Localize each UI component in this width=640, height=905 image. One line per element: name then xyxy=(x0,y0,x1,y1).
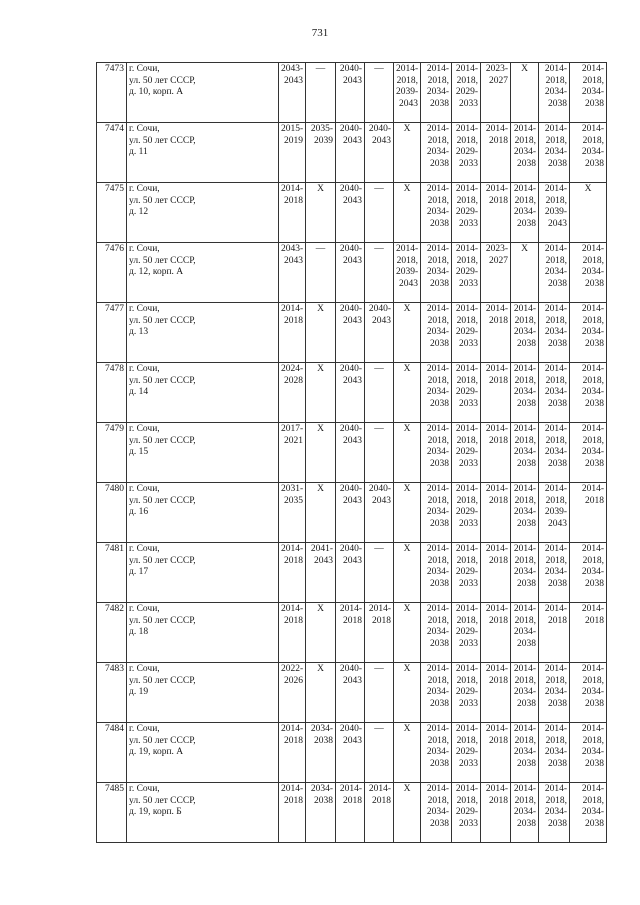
period-cell: 2014- 2018, 2029- 2033 xyxy=(452,783,481,843)
table-row xyxy=(97,483,607,543)
period-cell: 2014- 2018, 2034- 2038 xyxy=(421,243,452,303)
period-cell: 2014- 2018, 2034- 2038 xyxy=(539,663,570,723)
period-cell: 2040- 2043 xyxy=(336,423,365,483)
period-cell: 2014- 2018, 2034- 2038 xyxy=(570,423,607,483)
period-cell: Х xyxy=(394,483,421,543)
period-cell: 2022- 2026 xyxy=(279,663,306,723)
period-cell: 2014- 2018, 2034- 2038 xyxy=(539,363,570,423)
period-cell: 2014- 2018 xyxy=(481,303,511,363)
period-cell: 2014- 2018, 2029- 2033 xyxy=(452,663,481,723)
period-cell: 2014- 2018 xyxy=(279,543,306,603)
period-cell: — xyxy=(365,423,394,483)
period-cell: 2040- 2043 xyxy=(336,123,365,183)
period-cell: 2014- 2018 xyxy=(279,603,306,663)
period-cell: 2014- 2018, 2029- 2033 xyxy=(452,303,481,363)
address-cell: г. Сочи, ул. 50 лет СССР, д. 10, корп. А xyxy=(127,63,279,123)
period-cell: 2014- 2018, 2034- 2038 xyxy=(511,183,539,243)
page-number: 731 xyxy=(311,27,329,39)
period-cell: — xyxy=(365,543,394,603)
period-cell: 2014- 2018 xyxy=(481,423,511,483)
period-cell: 2014- 2018 xyxy=(365,783,394,843)
period-cell: Х xyxy=(306,183,336,243)
period-cell: 2014- 2018 xyxy=(481,183,511,243)
period-cell: Х xyxy=(306,663,336,723)
period-cell: 2014- 2018, 2034- 2038 xyxy=(570,363,607,423)
period-cell: 2014- 2018, 2039- 2043 xyxy=(539,483,570,543)
period-cell: 2014- 2018, 2034- 2038 xyxy=(539,783,570,843)
period-cell: 2034- 2038 xyxy=(306,783,336,843)
period-cell: 2017- 2021 xyxy=(279,423,306,483)
table-row xyxy=(97,783,607,843)
row-number: 7483 xyxy=(97,663,127,723)
period-cell: Х xyxy=(306,423,336,483)
period-cell: 2014- 2018 xyxy=(570,483,607,543)
period-cell: 2014- 2018, 2034- 2038 xyxy=(539,123,570,183)
address-cell: г. Сочи, ул. 50 лет СССР, д. 16 xyxy=(127,483,279,543)
period-cell: Х xyxy=(394,123,421,183)
period-cell: Х xyxy=(394,663,421,723)
address-cell: г. Сочи, ул. 50 лет СССР, д. 19, корп. А xyxy=(127,723,279,783)
period-cell: 2014- 2018, 2039- 2043 xyxy=(394,63,421,123)
period-cell: 2014- 2018, 2029- 2033 xyxy=(452,543,481,603)
period-cell: 2014- 2018, 2034- 2038 xyxy=(570,63,607,123)
period-cell: 2014- 2018 xyxy=(279,723,306,783)
period-cell: 2014- 2018, 2029- 2033 xyxy=(452,363,481,423)
period-cell: 2014- 2018 xyxy=(279,303,306,363)
period-cell: 2014- 2018 xyxy=(481,723,511,783)
period-cell: 2014- 2018, 2029- 2033 xyxy=(452,243,481,303)
period-cell: Х xyxy=(306,303,336,363)
period-cell: 2014- 2018, 2029- 2033 xyxy=(452,483,481,543)
period-cell: 2014- 2018, 2034- 2038 xyxy=(570,543,607,603)
period-cell: 2014- 2018, 2034- 2038 xyxy=(421,183,452,243)
period-cell: 2014- 2018 xyxy=(336,783,365,843)
row-number: 7481 xyxy=(97,543,127,603)
address-cell: г. Сочи, ул. 50 лет СССР, д. 13 xyxy=(127,303,279,363)
period-cell: 2023- 2027 xyxy=(481,63,511,123)
period-cell: 2014- 2018, 2034- 2038 xyxy=(421,423,452,483)
period-cell: 2014- 2018, 2034- 2038 xyxy=(511,483,539,543)
table-row xyxy=(97,363,607,423)
repair-schedule-table xyxy=(96,62,607,843)
address-cell: г. Сочи, ул. 50 лет СССР, д. 15 xyxy=(127,423,279,483)
row-number: 7477 xyxy=(97,303,127,363)
period-cell: Х xyxy=(394,303,421,363)
period-cell: Х xyxy=(394,783,421,843)
period-cell: 2034- 2038 xyxy=(306,723,336,783)
period-cell: 2040- 2043 xyxy=(336,483,365,543)
address-cell: г. Сочи, ул. 50 лет СССР, д. 11 xyxy=(127,123,279,183)
period-cell: 2024- 2028 xyxy=(279,363,306,423)
period-cell: Х xyxy=(394,423,421,483)
period-cell: 2014- 2018, 2034- 2038 xyxy=(511,723,539,783)
period-cell: 2014- 2018, 2029- 2033 xyxy=(452,123,481,183)
period-cell: 2014- 2018 xyxy=(481,663,511,723)
table-row xyxy=(97,243,607,303)
period-cell: 2040- 2043 xyxy=(336,303,365,363)
table-row xyxy=(97,543,607,603)
address-cell: г. Сочи, ул. 50 лет СССР, д. 19, корп. Б xyxy=(127,783,279,843)
period-cell: 2014- 2018, 2034- 2038 xyxy=(539,543,570,603)
period-cell: 2014- 2018, 2029- 2033 xyxy=(452,723,481,783)
row-number: 7476 xyxy=(97,243,127,303)
period-cell: 2040- 2043 xyxy=(336,543,365,603)
period-cell: 2014- 2018, 2034- 2038 xyxy=(570,783,607,843)
period-cell: 2015- 2019 xyxy=(279,123,306,183)
period-cell: 2014- 2018, 2034- 2038 xyxy=(570,123,607,183)
period-cell: 2014- 2018, 2029- 2033 xyxy=(452,63,481,123)
row-number: 7485 xyxy=(97,783,127,843)
table-row xyxy=(97,303,607,363)
table-row xyxy=(97,663,607,723)
period-cell: 2040- 2043 xyxy=(365,123,394,183)
period-cell: 2014- 2018, 2034- 2038 xyxy=(421,303,452,363)
period-cell: — xyxy=(365,363,394,423)
period-cell: 2014- 2018, 2029- 2033 xyxy=(452,183,481,243)
period-cell: Х xyxy=(394,543,421,603)
period-cell: Х xyxy=(306,603,336,663)
period-cell: — xyxy=(365,663,394,723)
table-row xyxy=(97,723,607,783)
period-cell: 2014- 2018, 2034- 2038 xyxy=(570,723,607,783)
period-cell: 2014- 2018, 2034- 2038 xyxy=(511,603,539,663)
period-cell: — xyxy=(365,183,394,243)
period-cell: Х xyxy=(511,63,539,123)
address-cell: г. Сочи, ул. 50 лет СССР, д. 12 xyxy=(127,183,279,243)
period-cell: — xyxy=(365,63,394,123)
period-cell: 2014- 2018 xyxy=(570,603,607,663)
period-cell: 2014- 2018, 2034- 2038 xyxy=(421,483,452,543)
period-cell: 2040- 2043 xyxy=(336,723,365,783)
address-cell: г. Сочи, ул. 50 лет СССР, д. 17 xyxy=(127,543,279,603)
period-cell: 2014- 2018, 2034- 2038 xyxy=(570,303,607,363)
period-cell: 2014- 2018, 2034- 2038 xyxy=(539,423,570,483)
period-cell: 2040- 2043 xyxy=(336,663,365,723)
period-cell: 2014- 2018 xyxy=(279,783,306,843)
period-cell: 2014- 2018, 2034- 2038 xyxy=(421,723,452,783)
period-cell: 2014- 2018 xyxy=(336,603,365,663)
period-cell: 2014- 2018, 2034- 2038 xyxy=(421,543,452,603)
period-cell: 2041- 2043 xyxy=(306,543,336,603)
period-cell: 2014- 2018, 2039- 2043 xyxy=(394,243,421,303)
table-row xyxy=(97,183,607,243)
row-number: 7479 xyxy=(97,423,127,483)
period-cell: 2014- 2018, 2034- 2038 xyxy=(511,783,539,843)
row-number: 7482 xyxy=(97,603,127,663)
period-cell: 2014- 2018, 2039- 2043 xyxy=(539,183,570,243)
period-cell: 2014- 2018, 2034- 2038 xyxy=(570,243,607,303)
row-number: 7480 xyxy=(97,483,127,543)
period-cell: 2040- 2043 xyxy=(336,63,365,123)
period-cell: 2014- 2018, 2034- 2038 xyxy=(421,123,452,183)
row-number: 7475 xyxy=(97,183,127,243)
period-cell: Х xyxy=(394,183,421,243)
table-row xyxy=(97,123,607,183)
period-cell: 2040- 2043 xyxy=(365,483,394,543)
address-cell: г. Сочи, ул. 50 лет СССР, д. 19 xyxy=(127,663,279,723)
table-body xyxy=(97,63,607,843)
period-cell: 2014- 2018, 2034- 2038 xyxy=(421,63,452,123)
period-cell: 2014- 2018, 2034- 2038 xyxy=(421,783,452,843)
row-number: 7474 xyxy=(97,123,127,183)
period-cell: 2014- 2018 xyxy=(539,603,570,663)
period-cell: 2014- 2018, 2034- 2038 xyxy=(511,423,539,483)
period-cell: 2014- 2018, 2034- 2038 xyxy=(539,63,570,123)
period-cell: 2040- 2043 xyxy=(365,303,394,363)
period-cell: Х xyxy=(394,603,421,663)
period-cell: 2014- 2018, 2034- 2038 xyxy=(539,243,570,303)
table-row xyxy=(97,603,607,663)
period-cell: 2014- 2018 xyxy=(481,483,511,543)
address-cell: г. Сочи, ул. 50 лет СССР, д. 12, корп. А xyxy=(127,243,279,303)
period-cell: 2014- 2018, 2034- 2038 xyxy=(539,723,570,783)
period-cell: 2043- 2043 xyxy=(279,63,306,123)
address-cell: г. Сочи, ул. 50 лет СССР, д. 14 xyxy=(127,363,279,423)
period-cell: 2014- 2018 xyxy=(481,603,511,663)
period-cell: 2040- 2043 xyxy=(336,183,365,243)
period-cell: 2014- 2018, 2034- 2038 xyxy=(511,363,539,423)
address-cell: г. Сочи, ул. 50 лет СССР, д. 18 xyxy=(127,603,279,663)
period-cell: — xyxy=(306,63,336,123)
row-number: 7478 xyxy=(97,363,127,423)
period-cell: 2040- 2043 xyxy=(336,363,365,423)
period-cell: 2014- 2018, 2034- 2038 xyxy=(511,663,539,723)
period-cell: 2014- 2018, 2034- 2038 xyxy=(511,543,539,603)
period-cell: Х xyxy=(306,483,336,543)
period-cell: 2040- 2043 xyxy=(336,243,365,303)
period-cell: 2014- 2018 xyxy=(481,123,511,183)
period-cell: 2014- 2018 xyxy=(481,543,511,603)
period-cell: 2014- 2018 xyxy=(365,603,394,663)
period-cell: 2023- 2027 xyxy=(481,243,511,303)
period-cell: 2014- 2018, 2034- 2038 xyxy=(511,303,539,363)
row-number: 7484 xyxy=(97,723,127,783)
period-cell: 2014- 2018, 2034- 2038 xyxy=(421,603,452,663)
period-cell: — xyxy=(365,243,394,303)
period-cell: — xyxy=(365,723,394,783)
period-cell: 2014- 2018, 2034- 2038 xyxy=(511,123,539,183)
period-cell: 2014- 2018 xyxy=(481,363,511,423)
period-cell: Х xyxy=(394,363,421,423)
row-number: 7473 xyxy=(97,63,127,123)
period-cell: 2014- 2018, 2034- 2038 xyxy=(539,303,570,363)
period-cell: 2043- 2043 xyxy=(279,243,306,303)
table-row xyxy=(97,423,607,483)
period-cell: Х xyxy=(394,723,421,783)
period-cell: 2014- 2018, 2034- 2038 xyxy=(570,663,607,723)
period-cell: 2014- 2018 xyxy=(481,783,511,843)
period-cell: 2014- 2018, 2034- 2038 xyxy=(421,363,452,423)
period-cell: 2014- 2018, 2029- 2033 xyxy=(452,423,481,483)
period-cell: Х xyxy=(570,183,607,243)
period-cell: Х xyxy=(511,243,539,303)
period-cell: 2014- 2018, 2034- 2038 xyxy=(421,663,452,723)
period-cell: Х xyxy=(306,363,336,423)
table-row xyxy=(97,63,607,123)
period-cell: 2031- 2035 xyxy=(279,483,306,543)
period-cell: — xyxy=(306,243,336,303)
period-cell: 2014- 2018 xyxy=(279,183,306,243)
period-cell: 2035- 2039 xyxy=(306,123,336,183)
period-cell: 2014- 2018, 2029- 2033 xyxy=(452,603,481,663)
